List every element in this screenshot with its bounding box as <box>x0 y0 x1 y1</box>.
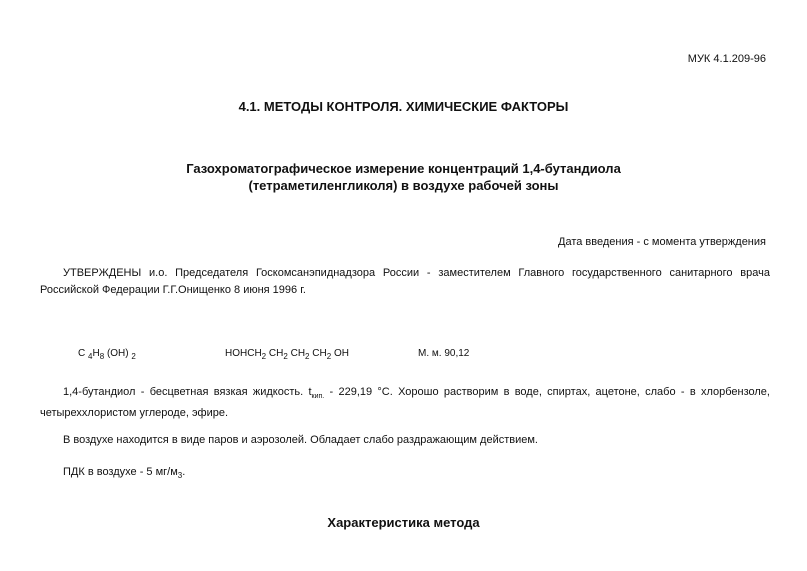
structural-formula: $HOHCH_2$ $CH_2$ $CH_2$ $CH_2$ OH <box>225 348 349 361</box>
document-code: МУК 4.1.209-96 <box>687 53 766 65</box>
empirical-formula: C $_4H_8$ (OH) $_2$ <box>78 348 136 361</box>
approved-label: УТВЕРЖДЕНЫ <box>63 267 142 279</box>
formula-row <box>0 346 807 366</box>
title-line-2: (тетраметиленгликоля) в воздухе рабочей зоны <box>248 178 559 193</box>
approved-text: и.о. Председателя Госкомсанэпиднадзора России - заместителем Главного государственного санитарного врача Российской Федерации Г.Г.Онищенко 8 июня 1996 г. <box>40 267 770 296</box>
introduction-date: Дата введения - с момента утверждения <box>558 236 766 248</box>
pdk-paragraph: ПДК в воздухе - 5 $мг/м_3$. <box>63 466 186 480</box>
approval-paragraph <box>40 265 770 299</box>
aggregate-state-paragraph: В воздухе находится в виде паров и аэрозолей. Обладает слабо раздражающим действием. <box>63 434 538 446</box>
description-paragraph: 1,4-бутандиол - бесцветная вязкая жидкость. $t_{кип.} - 229,19$ °С. Хорошо растворим в воде, спиртах, ацетоне, слабо - в хлорбензоле, четыреххлористом углероде, эфире. <box>40 386 770 419</box>
title-line-1: Газохроматографическое измерение концентраций 1,4-бутандиола <box>186 161 621 176</box>
method-characteristics-title: Характеристика метода <box>327 515 480 530</box>
document-title <box>0 160 807 194</box>
molar-mass: М. м. 90,12 <box>418 348 470 359</box>
section-title: 4.1. МЕТОДЫ КОНТРОЛЯ. ХИМИЧЕСКИЕ ФАКТОРЫ <box>238 99 569 114</box>
